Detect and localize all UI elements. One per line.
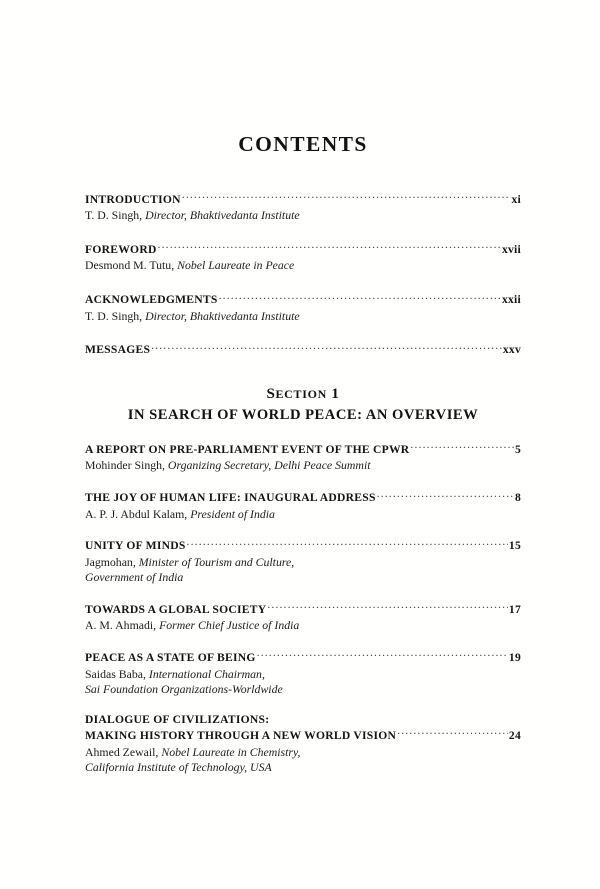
toc-entry-page: xxii xyxy=(501,293,521,307)
section-heading xyxy=(85,385,521,425)
author-role: Former Chief Justice of India xyxy=(159,618,300,633)
toc-entry-line xyxy=(85,241,521,257)
dot-leader xyxy=(187,538,508,550)
toc-entry-title-line2: MAKING HISTORY THROUGH A NEW WORLD VISION xyxy=(85,729,397,742)
dot-leader xyxy=(377,490,514,502)
toc-entry-author-line2: Government of India xyxy=(85,570,184,585)
author-role: Nobel Laureate in Peace xyxy=(177,258,295,273)
toc-entry-title: ACKNOWLEDGMENTS xyxy=(85,293,218,307)
author-role: International Chairman, xyxy=(148,666,265,681)
toc-entry-page: 17 xyxy=(508,602,521,616)
author-name: Saidas Baba, xyxy=(85,666,149,681)
toc-entry-author xyxy=(85,507,521,522)
section-subtitle: IN SEARCH OF WORLD PEACE: AN OVERVIEW xyxy=(127,406,479,423)
toc-entry-author xyxy=(85,458,521,473)
toc-entry-line xyxy=(85,538,521,554)
author-name: A. P. J. Abdul Kalam, xyxy=(85,506,191,521)
toc-entry xyxy=(85,292,521,324)
toc-entry-title: THE JOY OF HUMAN LIFE: INAUGURAL ADDRESS xyxy=(85,491,376,505)
toc-entry-title: TOWARDS A GLOBAL SOCIETY xyxy=(85,602,267,616)
dot-leader xyxy=(257,649,508,661)
dot-leader xyxy=(158,241,501,253)
toc-entry-title: PEACE AS A STATE OF BEING xyxy=(85,651,256,665)
toc-entry-author-line2: California Institute of Technology, USA xyxy=(85,759,272,774)
section-label xyxy=(85,385,521,405)
toc-entry-author xyxy=(85,618,521,633)
toc-entry-author xyxy=(85,309,521,324)
toc-entry-title: INTRODUCTION xyxy=(85,192,181,206)
author-role: President of India xyxy=(190,506,275,521)
author-name: Ahmed Zewail, xyxy=(85,744,162,759)
author-role: Director, Bhaktivedanta Institute xyxy=(145,208,300,223)
dot-leader xyxy=(397,727,508,739)
toc-entry-page: 24 xyxy=(508,729,521,742)
dot-leader xyxy=(151,342,502,354)
author-role: Director, Bhaktivedanta Institute xyxy=(145,308,300,323)
toc-entry-title-line1: DIALOGUE OF CIVILIZATIONS: xyxy=(85,712,270,726)
toc-entry xyxy=(85,649,521,696)
dot-leader xyxy=(267,601,508,613)
author-role: Minister of Tourism and Culture, xyxy=(138,554,295,569)
table-of-contents xyxy=(85,132,521,791)
toc-entry-line xyxy=(85,727,521,743)
toc-entry xyxy=(85,490,521,522)
page-title: CONTENTS xyxy=(238,132,368,156)
author-role: Organizing Secretary, Delhi Peace Summit xyxy=(167,458,371,473)
toc-entry xyxy=(85,191,521,223)
toc-entry-page: xvii xyxy=(501,242,521,256)
toc-entry-line xyxy=(85,342,521,358)
toc-entry xyxy=(85,342,521,358)
toc-entry-page: 19 xyxy=(508,651,521,665)
toc-entry-line xyxy=(85,441,521,457)
frontmatter-entries xyxy=(85,191,521,358)
author-name: Mohinder Singh, xyxy=(85,458,168,473)
author-name: T. D. Singh, xyxy=(85,308,146,323)
toc-entry-line xyxy=(85,601,521,617)
toc-entry-line xyxy=(85,191,521,207)
dot-leader xyxy=(182,191,511,203)
toc-entry-title: MESSAGES xyxy=(85,343,151,357)
toc-entry-line xyxy=(85,292,521,308)
toc-entry-page: xxv xyxy=(502,343,521,357)
toc-entry-page: 15 xyxy=(508,539,521,553)
dot-leader xyxy=(219,292,501,304)
author-name: A. M. Ahmadi, xyxy=(85,618,160,633)
section-label-initial: S xyxy=(266,386,276,403)
toc-entry-author xyxy=(85,667,521,682)
toc-entry-title: A REPORT ON PRE-PARLIAMENT EVENT OF THE CPWR xyxy=(85,442,410,456)
toc-entry-author xyxy=(85,258,521,273)
toc-entry-title: UNITY OF MINDS xyxy=(85,539,186,553)
section-entries xyxy=(85,441,521,775)
author-role: Nobel Laureate in Chemistry, xyxy=(161,744,301,759)
toc-entry-page: xi xyxy=(511,192,521,206)
section-label-rest: ECTION xyxy=(275,387,328,402)
toc-entry-page: 8 xyxy=(514,491,521,505)
toc-entry xyxy=(85,441,521,473)
author-name: Jagmohan, xyxy=(85,554,139,569)
toc-entry xyxy=(85,713,521,775)
section-number: 1 xyxy=(327,386,340,403)
toc-entry-line xyxy=(85,490,521,506)
toc-entry xyxy=(85,538,521,585)
toc-entry-title: FOREWORD xyxy=(85,242,157,256)
toc-entry-author xyxy=(85,208,521,223)
author-name: Desmond M. Tutu, xyxy=(85,258,178,273)
toc-entry-author xyxy=(85,555,521,570)
author-name: T. D. Singh, xyxy=(85,208,146,223)
toc-entry xyxy=(85,601,521,633)
toc-entry-author xyxy=(85,745,521,760)
dot-leader xyxy=(410,441,514,453)
toc-entry-line xyxy=(85,649,521,665)
toc-entry xyxy=(85,241,521,273)
toc-entry-author-line2: Sai Foundation Organizations-Worldwide xyxy=(85,681,283,696)
toc-entry-page: 5 xyxy=(514,442,521,456)
